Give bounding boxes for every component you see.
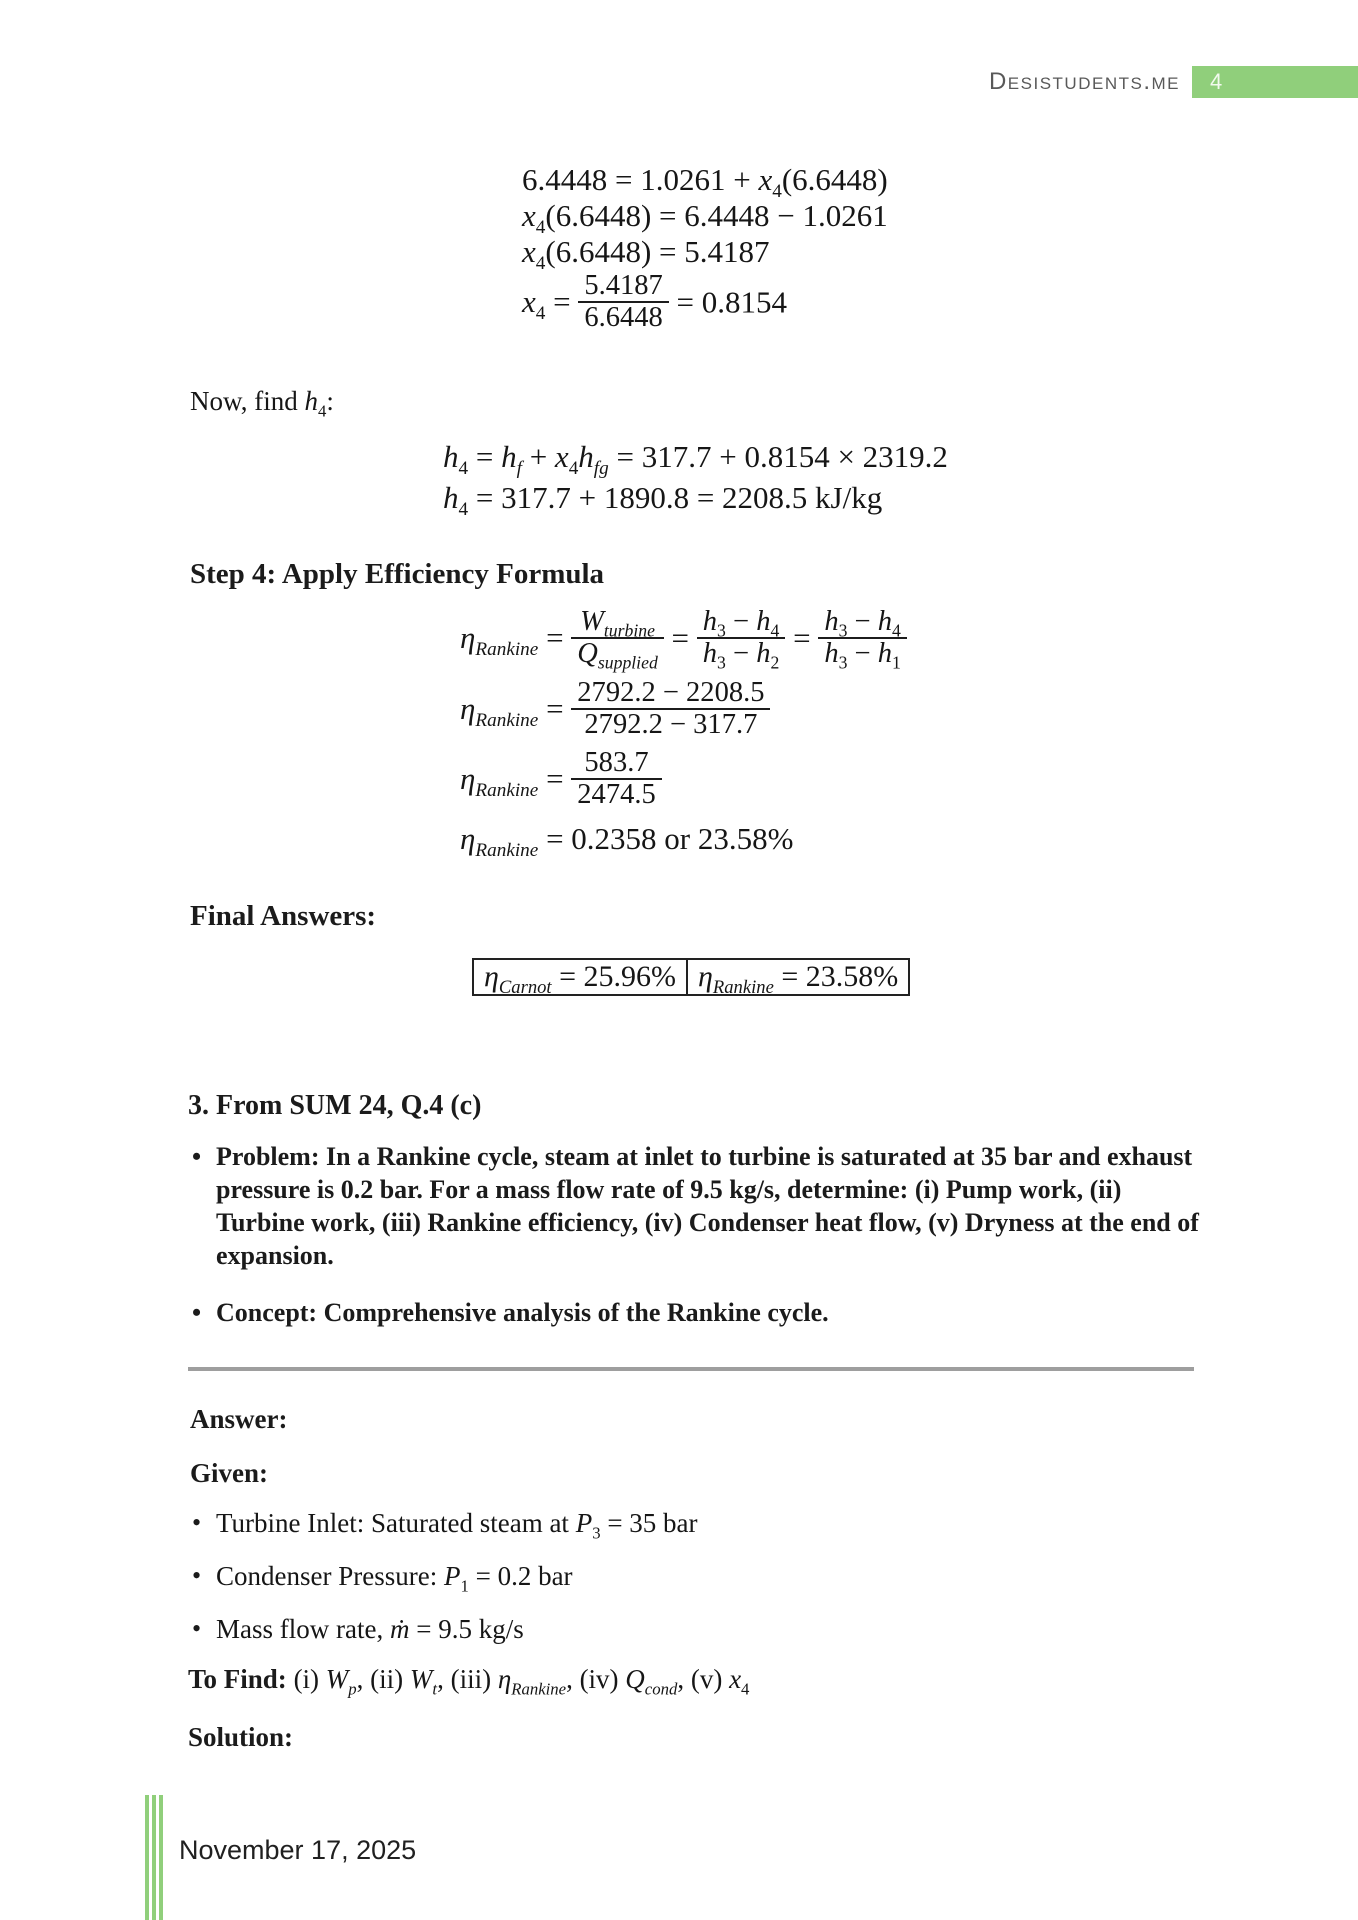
footer-accent-bar bbox=[145, 1795, 149, 1920]
page-number-badge bbox=[1192, 66, 1358, 98]
fraction-numerator: 5.4187 bbox=[584, 270, 663, 302]
equation-line: $x_4(6.6448) = 6.4448 - 1.0261$ bbox=[522, 198, 888, 239]
equation-block-x4 bbox=[522, 162, 888, 336]
equation-line bbox=[522, 270, 888, 336]
equation-lhs: $\eta_{Rankine}$ = bbox=[460, 620, 572, 661]
equation-line: $6.4448 = 1.0261 + x_4(6.6448)$ bbox=[522, 162, 888, 203]
fraction-denominator: $h_3 - h_2$ bbox=[697, 637, 786, 669]
fraction-denominator: $h_3 - h_1$ bbox=[818, 637, 907, 669]
to-find-line bbox=[188, 1664, 750, 1699]
final-answers-heading: Final Answers: bbox=[190, 900, 377, 932]
bullet-icon: • bbox=[192, 1561, 202, 1590]
footer-accent-bar bbox=[152, 1795, 156, 1920]
paragraph-find-h4: Now, find $h_4$: bbox=[190, 386, 334, 421]
equation-line: $h_4 = h_f + x_4h_{fg} = 317.7 + 0.8154 \times 2319.2$ bbox=[443, 439, 948, 480]
equation-lhs: $\eta_{Rankine}$ = bbox=[460, 761, 572, 802]
equation-line bbox=[460, 747, 907, 813]
equation-rhs: = 0.8154 bbox=[668, 284, 788, 320]
concept-bullet bbox=[192, 1296, 1207, 1329]
fraction bbox=[578, 271, 668, 333]
footer-accent-bar bbox=[159, 1795, 163, 1920]
rankine-answer-box: $\eta_{Rankine} = 23.58\%$ bbox=[686, 958, 910, 996]
fraction-numerator: $h_3 - h_4$ bbox=[702, 606, 780, 641]
section3-bullet-list bbox=[192, 1140, 1207, 1329]
horizontal-divider bbox=[188, 1367, 1194, 1371]
equation-line: $h_4 = 317.7 + 1890.8 = 2208.5$ kJ/kg bbox=[443, 480, 883, 521]
fraction-denominator: $Q_{supplied}$ bbox=[571, 637, 663, 669]
given-text: Turbine Inlet: Saturated steam at $P_3 = 35$ bar bbox=[216, 1508, 698, 1543]
fraction-numerator: 2792.2 − 2208.5 bbox=[577, 676, 765, 708]
fraction-denominator: 2474.5 bbox=[571, 778, 661, 810]
section3-heading: 3. From SUM 24, Q.4 (c) bbox=[188, 1090, 482, 1121]
equals-sign: = bbox=[663, 620, 697, 656]
final-answer-boxes bbox=[472, 958, 910, 996]
answer-heading: Answer: bbox=[190, 1404, 288, 1434]
problem-bullet bbox=[192, 1140, 1207, 1272]
fraction bbox=[571, 748, 661, 810]
equation-block-efficiency bbox=[460, 606, 907, 865]
equation-line bbox=[460, 606, 907, 674]
equation-line: $x_4(6.6448) = 5.4187$ bbox=[522, 234, 770, 275]
equation-line: $\eta_{Rankine} = 0.2358$ or 23.58% bbox=[460, 821, 794, 862]
given-item bbox=[192, 1561, 698, 1596]
concept-text: Concept: Comprehensive analysis of the Rankine cycle. bbox=[216, 1298, 829, 1327]
fraction-denominator: 2792.2 − 317.7 bbox=[571, 708, 770, 740]
given-text: Mass flow rate, ṁ = 9.5 kg/s bbox=[216, 1614, 524, 1644]
fraction-denominator: 6.6448 bbox=[578, 301, 668, 333]
equation-lhs: $x_4$ = bbox=[522, 284, 579, 325]
carnot-answer-box: $\eta_{Carnot} = 25.96\%$ bbox=[472, 958, 688, 996]
given-text: Condenser Pressure: $P_1 = 0.2$ bar bbox=[216, 1561, 573, 1596]
bullet-icon: • bbox=[192, 1614, 202, 1643]
footer-date: November 17, 2025 bbox=[179, 1835, 417, 1865]
equation-lhs: $\eta_{Rankine}$ = bbox=[460, 690, 572, 731]
given-bullet-list bbox=[192, 1508, 698, 1667]
solution-heading: Solution: bbox=[188, 1722, 294, 1752]
bullet-icon: • bbox=[192, 1142, 202, 1171]
bullet-icon: • bbox=[192, 1298, 202, 1327]
fraction bbox=[571, 678, 770, 740]
equation-block-h4 bbox=[443, 436, 948, 521]
given-heading: Given: bbox=[190, 1458, 268, 1488]
to-find-items: (i) $W_p$, (ii) $W_t$, (iii) $\eta_{Rankine}$, (iv) $Q_{cond}$, (v) $x_4$ bbox=[293, 1664, 750, 1699]
fraction-numerator: $h_3 - h_4$ bbox=[824, 606, 901, 641]
problem-text: Problem: In a Rankine cycle, steam at inlet to turbine is saturated at 35 bar and exhaust pressure is 0.2 bar. For a mass flow rate of 9.5 kg/s, determine: (i) Pump work, (ii) Turbine work, (iii) Rankine efficiency, (iv) Condenser heat flow, (v) Dryness at the end of expansion. bbox=[216, 1142, 1199, 1270]
fraction bbox=[818, 606, 907, 674]
fraction-numerator: 583.7 bbox=[584, 747, 649, 779]
given-item bbox=[192, 1614, 698, 1644]
fraction-numerator: $W_{turbine}$ bbox=[580, 606, 655, 641]
equation-line bbox=[460, 676, 907, 742]
given-item bbox=[192, 1508, 698, 1543]
fraction bbox=[571, 606, 663, 674]
to-find-label: To Find: bbox=[188, 1664, 287, 1694]
equals-sign: = bbox=[785, 620, 819, 656]
fraction bbox=[697, 606, 786, 674]
step4-heading: Step 4: Apply Efficiency Formula bbox=[190, 558, 605, 590]
site-name: Desistudents.me bbox=[988, 68, 1180, 95]
page-number: 4 bbox=[1210, 69, 1223, 94]
bullet-icon: • bbox=[192, 1508, 202, 1537]
